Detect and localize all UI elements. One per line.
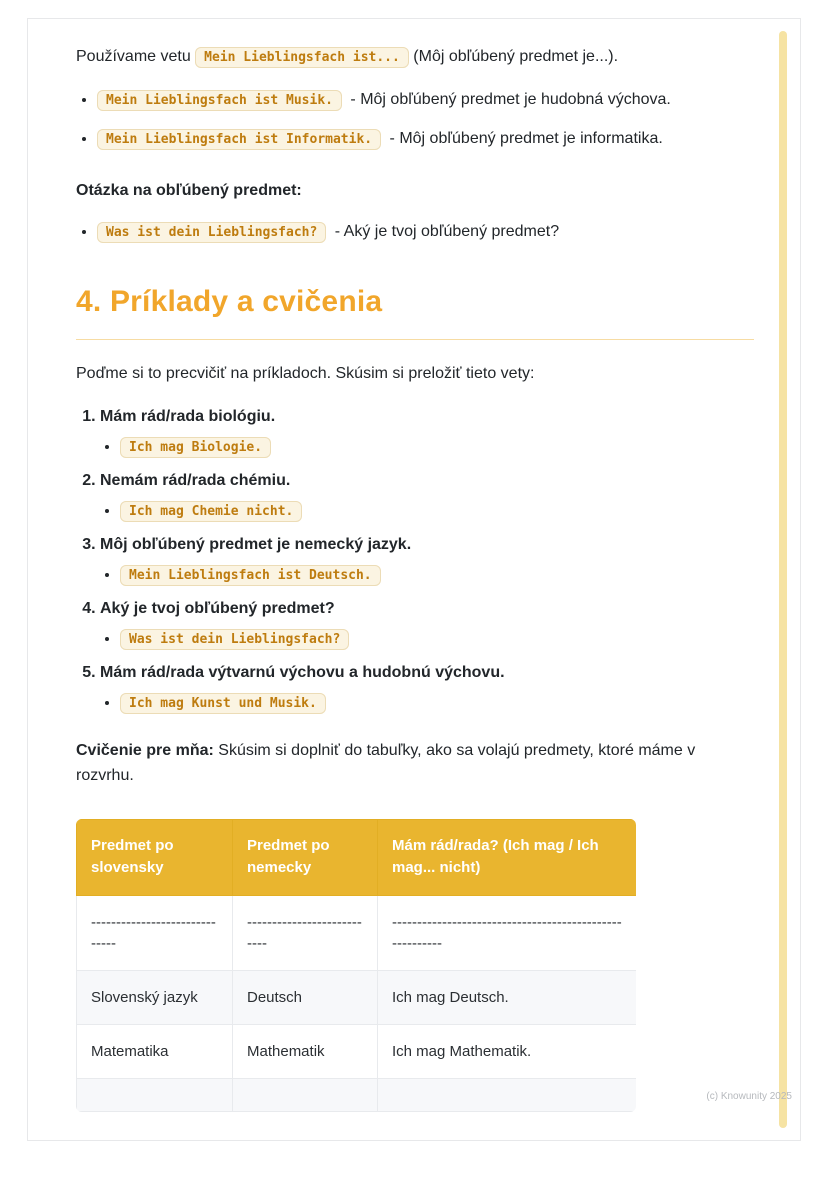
- exercise-text: Skúsim si doplniť do tabuľky, ako sa volajú predmety, ktoré máme v rozvrhu.: [76, 742, 696, 785]
- item-translation: - Môj obľúbený predmet je informatika.: [385, 129, 663, 147]
- list-item: [100, 405, 754, 459]
- example-prompt: Aký je tvoj obľúbený predmet?: [100, 600, 335, 618]
- inline-code: Was ist dein Lieblingsfach?: [120, 629, 349, 650]
- example-prompt: Nemám rád/rada chémiu.: [100, 472, 291, 490]
- inline-code: Mein Lieblingsfach ist Deutsch.: [120, 565, 381, 586]
- intro-suffix: (Môj obľúbený predmet je...).: [413, 48, 619, 65]
- table-cell: [233, 1078, 378, 1111]
- examples-list: [76, 405, 754, 715]
- inline-code: Was ist dein Lieblingsfach?: [97, 222, 326, 243]
- table-cell: Mathematik: [233, 1024, 378, 1078]
- inline-code: Ich mag Chemie nicht.: [120, 501, 302, 522]
- scroll-indicator[interactable]: [779, 31, 787, 1128]
- example-answer-list: [100, 499, 754, 523]
- list-item: [120, 627, 754, 651]
- table-cell: [378, 1078, 637, 1111]
- exercise-label: Cvičenie pre mňa:: [76, 742, 214, 760]
- list-item: [120, 499, 754, 523]
- list-item: [120, 563, 754, 587]
- table-header-cell: Mám rád/rada? (Ich mag / Ich mag... nicht): [378, 819, 637, 895]
- item-translation: - Môj obľúbený predmet je hudobná výchova.: [345, 90, 671, 108]
- table-cell: --------------------------------------------------------: [378, 895, 637, 970]
- section-intro: Poďme si to precvičiť na príkladoch. Skúsim si preložiť tieto vety:: [76, 365, 535, 383]
- list-item: [97, 220, 754, 245]
- favorites-list: [76, 88, 754, 152]
- example-answer-list: [100, 563, 754, 587]
- table-header-row: [77, 819, 637, 895]
- table-cell: ------------------------------: [77, 895, 233, 970]
- example-answer-list: [100, 691, 754, 715]
- list-item: [100, 597, 754, 651]
- inline-code: Mein Lieblingsfach ist Informatik.: [97, 129, 381, 150]
- question-list: [76, 220, 754, 245]
- intro-paragraph: [76, 45, 754, 70]
- item-translation: - Aký je tvoj obľúbený predmet?: [330, 223, 560, 241]
- table-row: [77, 1078, 637, 1111]
- watermark: (c) Knowunity 2025: [706, 1091, 792, 1102]
- list-item: [100, 533, 754, 587]
- table-row: [77, 895, 637, 970]
- inline-code: Mein Lieblingsfach ist Musik.: [97, 90, 342, 111]
- table-cell: Slovenský jazyk: [77, 970, 233, 1024]
- document-content: [28, 19, 800, 1112]
- document-page: [27, 18, 801, 1141]
- subjects-table: [76, 819, 636, 1112]
- example-answer-list: [100, 435, 754, 459]
- table-row: [77, 1024, 637, 1078]
- list-item: [97, 88, 754, 113]
- list-item: [100, 469, 754, 523]
- table-cell: Deutsch: [233, 970, 378, 1024]
- section-title: 4. Príklady a cvičenia: [76, 279, 754, 341]
- list-item: [97, 127, 754, 152]
- list-item: [120, 435, 754, 459]
- exercise-paragraph: [76, 739, 754, 789]
- table-header-cell: Predmet po slovensky: [77, 819, 233, 895]
- list-item: [100, 661, 754, 715]
- inline-code: Ich mag Kunst und Musik.: [120, 693, 326, 714]
- table-cell: [77, 1078, 233, 1111]
- question-heading: Otázka na obľúbený predmet:: [76, 182, 302, 200]
- inline-code: Ich mag Biologie.: [120, 437, 271, 458]
- table-header-cell: Predmet po nemecky: [233, 819, 378, 895]
- table-cell: Matematika: [77, 1024, 233, 1078]
- list-item: [120, 691, 754, 715]
- table-cell: Ich mag Deutsch.: [378, 970, 637, 1024]
- example-answer-list: [100, 627, 754, 651]
- example-prompt: Mám rád/rada biológiu.: [100, 408, 276, 426]
- intro-prefix: Používame vetu: [76, 48, 196, 65]
- inline-code: Mein Lieblingsfach ist...: [195, 47, 409, 68]
- table-cell: Ich mag Mathematik.: [378, 1024, 637, 1078]
- table-row: [77, 970, 637, 1024]
- table-cell: ---------------------------: [233, 895, 378, 970]
- example-prompt: Mám rád/rada výtvarnú výchovu a hudobnú výchovu.: [100, 664, 505, 682]
- example-prompt: Môj obľúbený predmet je nemecký jazyk.: [100, 536, 412, 554]
